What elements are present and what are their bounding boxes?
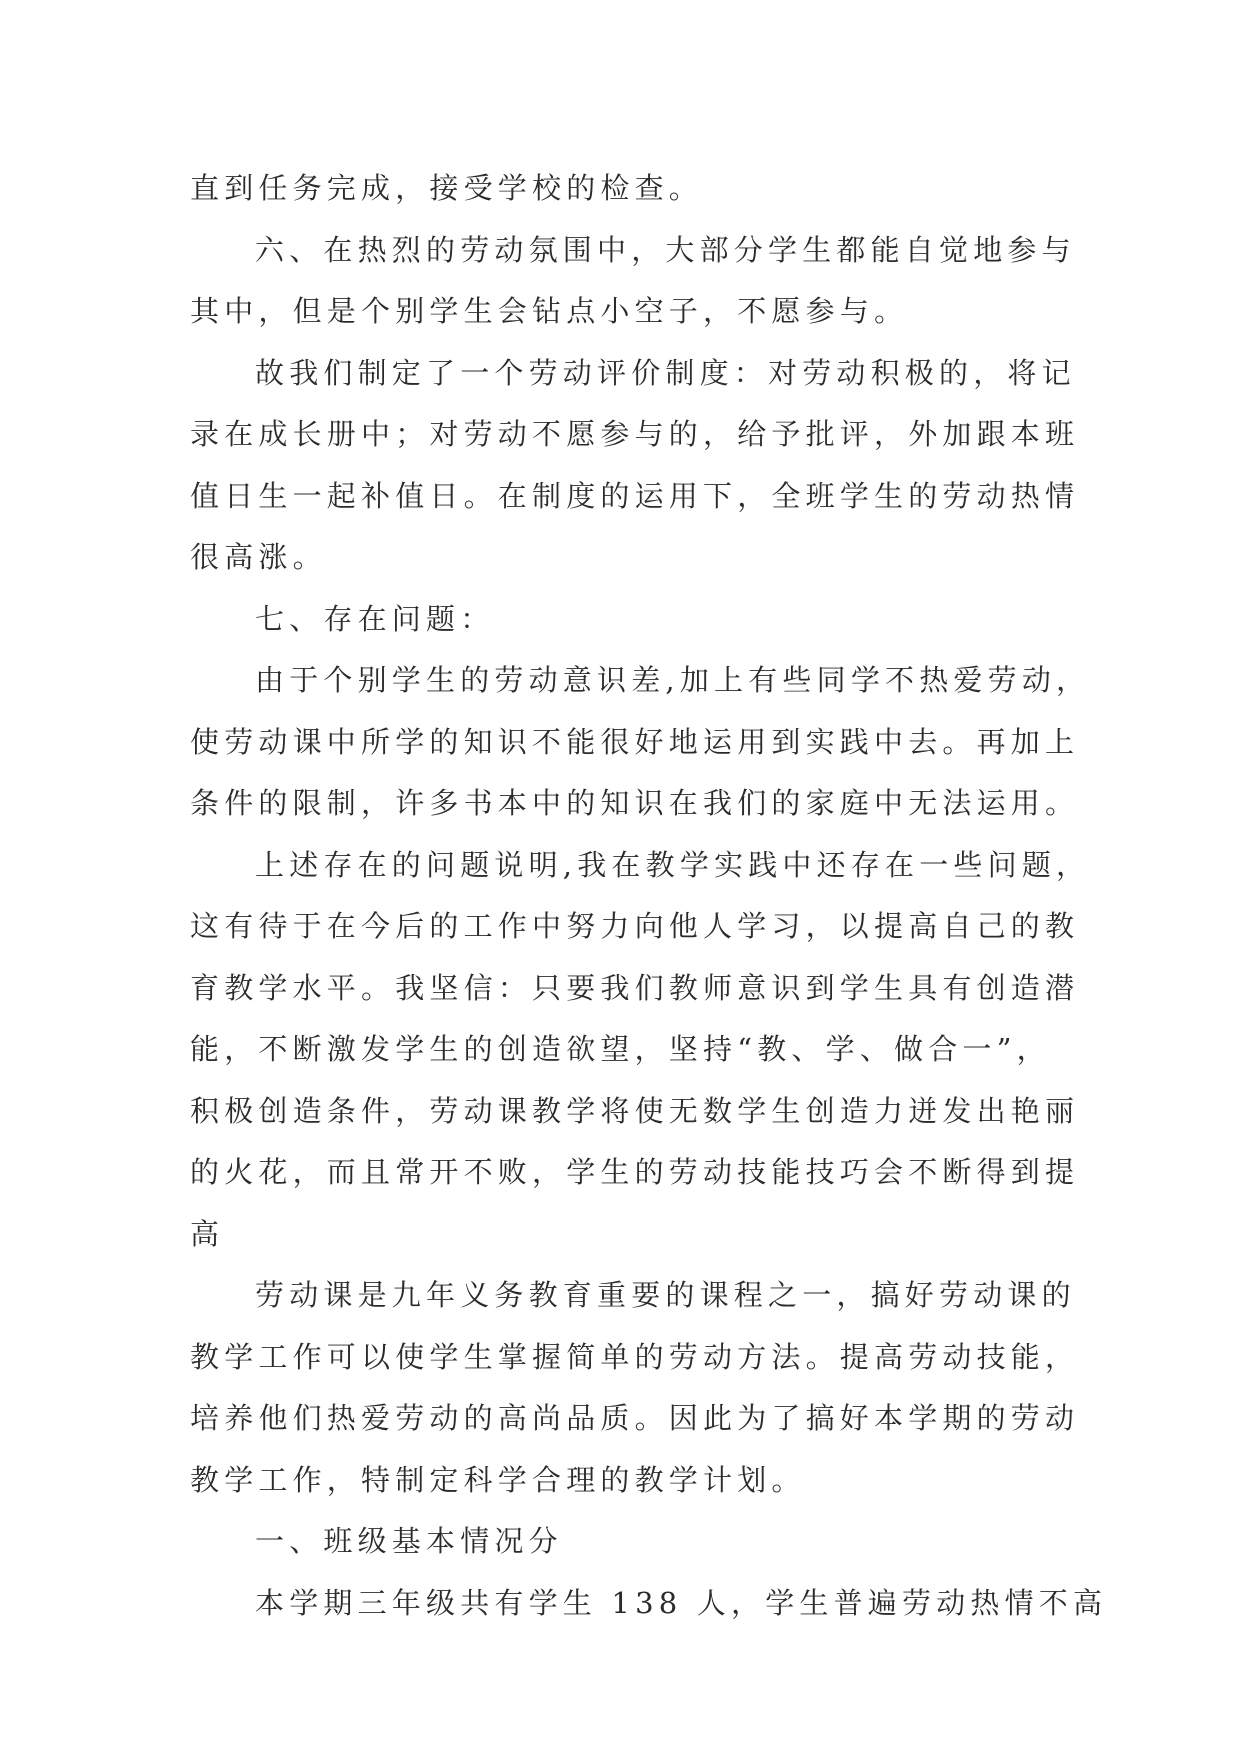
text-line: 教学工作可以使学生掌握简单的劳动方法。提高劳动技能，	[190, 1339, 1080, 1374]
text-line: 这有待于在今后的工作中努力向他人学习，以提高自己的教	[190, 909, 1080, 943]
text-line: 积极创造条件，劳动课教学将使无数学生创造力迸发出艳丽	[190, 1093, 1080, 1128]
text-line: 故我们制定了一个劳动评价制度：对劳动积极的，将记	[255, 355, 1076, 390]
text-line: 劳动课是九年义务教育重要的课程之一，搞好劳动课的	[255, 1278, 1076, 1312]
text-line: 高	[190, 1216, 225, 1251]
text-line: 培养他们热爱劳动的高尚品质。因此为了搞好本学期的劳动	[190, 1401, 1080, 1435]
text-line: 使劳动课中所学的知识不能很好地运用到实践中去。再加上	[190, 724, 1080, 759]
text-line: 其中，但是个别学生会钻点小空子，不愿参与。	[190, 294, 909, 328]
text-line: 值日生一起补值日。在制度的运用下，全班学生的劳动热情	[190, 478, 1080, 513]
text-line: 很高涨。	[190, 540, 327, 574]
text-line: 录在成长册中；对劳动不愿参与的，给予批评，外加跟本班	[190, 417, 1080, 451]
text-line: 六、在热烈的劳动氛围中，大部分学生都能自觉地参与	[255, 232, 1076, 267]
text-line: 上述存在的问题说明,我在教学实践中还存在一些问题，	[255, 847, 1091, 882]
text-line: 育教学水平。我坚信：只要我们教师意识到学生具有创造潜	[190, 970, 1080, 1005]
text-line: 七、存在问题：	[255, 601, 495, 636]
text-line: 直到任务完成，接受学校的检查。	[190, 171, 704, 205]
text-line: 一、班级基本情况分	[255, 1524, 563, 1558]
text-line: 的火花，而且常开不败，学生的劳动技能技巧会不断得到提	[190, 1155, 1080, 1189]
text-line: 能，不断激发学生的创造欲望，坚持“教、学、做合一”，	[190, 1032, 1051, 1066]
document-body	[190, 158, 1108, 1634]
text-line: 本学期三年级共有学生 138 人，学生普遍劳动热情不高	[255, 1585, 1108, 1620]
text-line: 教学工作，特制定科学合理的教学计划。	[190, 1462, 806, 1497]
text-line: 条件的限制，许多书本中的知识在我们的家庭中无法运用。	[190, 786, 1080, 820]
text-line: 由于个别学生的劳动意识差,加上有些同学不热爱劳动，	[255, 663, 1091, 697]
